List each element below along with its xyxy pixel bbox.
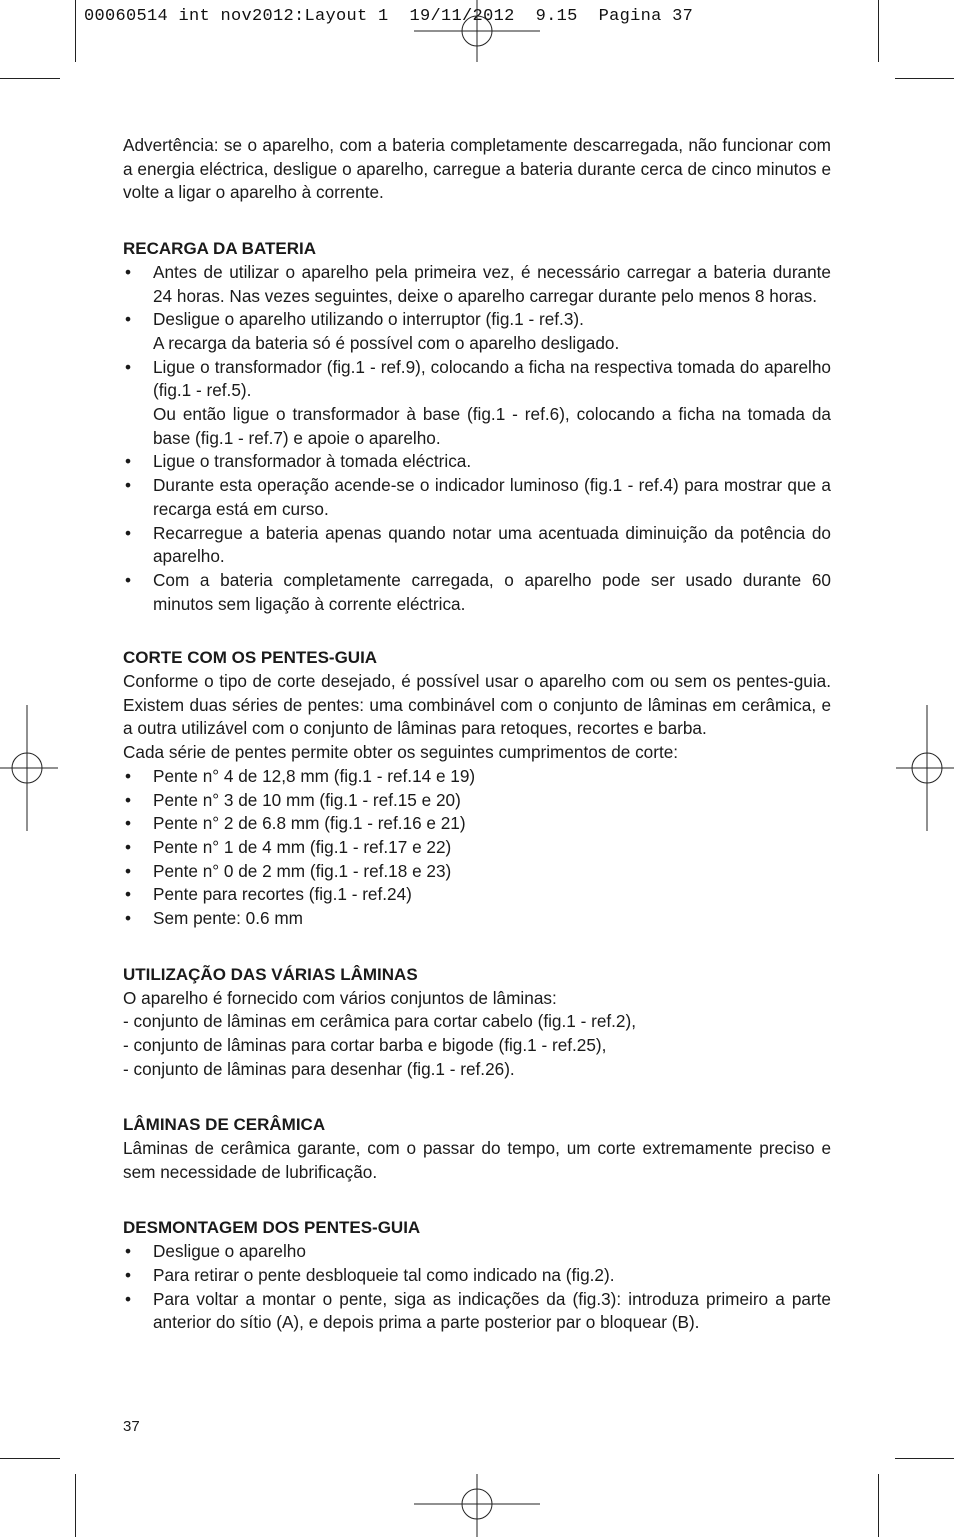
crop-mark-bottom-right-v <box>878 1474 879 1537</box>
combs-lead: Cada série de pentes permite obter os seguintes cumprimentos de corte: <box>123 742 679 763</box>
crop-mark-top-right-v <box>878 0 879 62</box>
list-item: • Ligue o transformador à tomada eléctrica. <box>123 450 831 474</box>
crop-mark-bottom-left-h <box>0 1458 60 1459</box>
list-item: - conjunto de lâminas para cortar barba e bigode (fig.1 - ref.25), <box>123 1034 607 1055</box>
list-item: • Pente n° 2 de 6.8 mm (fig.1 - ref.16 e 21) <box>123 812 831 836</box>
list-item: • Para retirar o pente desbloqueie tal como indicado na (fig.2). <box>123 1264 831 1288</box>
list-item: • Sem pente: 0.6 mm <box>123 907 831 931</box>
ceramic-paragraph: Lâminas de cerâmica garante, com o passar do tempo, um corte extremamente preciso e sem necessidade de lubrificação. <box>123 1138 831 1182</box>
crop-mark-bottom-right-h <box>895 1458 954 1459</box>
recharge-list <box>123 261 831 617</box>
registration-mark-right-icon <box>896 705 954 831</box>
list-item: • Para voltar a montar o pente, siga as indicações da (fig.3): introduza primeiro a parte anterior do sítio (A), e depois prima a parte posterior par o bloquear (B). <box>123 1288 831 1335</box>
list-item: • Pente n° 4 de 12,8 mm (fig.1 - ref.14 e 19) <box>123 765 831 789</box>
list-item: • Recarregue a bateria apenas quando notar uma acentuada diminuição da potência do aparelho. <box>123 522 831 569</box>
list-item: • Durante esta operação acende-se o indicador luminoso (fig.1 - ref.4) para mostrar que a recarga está em curso. <box>123 474 831 521</box>
list-item: • Desligue o aparelho <box>123 1240 831 1264</box>
list-item: • Pente n° 0 de 2 mm (fig.1 - ref.18 e 23) <box>123 860 831 884</box>
combs-list <box>123 765 831 931</box>
section-title-combs: CORTE COM OS PENTES-GUIA <box>123 648 378 668</box>
section-title-recharge: RECARGA DA BATERIA <box>123 239 316 259</box>
page-number: 37 <box>123 1418 140 1435</box>
blades-intro: O aparelho é fornecido com vários conjuntos de lâminas: <box>123 987 557 1008</box>
registration-mark-left-icon <box>0 705 58 831</box>
list-item: - conjunto de lâminas em cerâmica para cortar cabelo (fig.1 - ref.2), <box>123 1011 636 1032</box>
section-title-ceramic: LÂMINAS DE CERÂMICA <box>123 1115 326 1135</box>
list-item: • Com a bateria completamente carregada, o aparelho pode ser usado durante 60 minutos sem ligação à corrente eléctrica. <box>123 569 831 616</box>
crop-mark-bottom-left-v <box>75 1474 76 1537</box>
crop-mark-top-left-v <box>75 0 76 62</box>
section-title-blades: UTILIZAÇÃO DAS VÁRIAS LÂMINAS <box>123 964 418 984</box>
warning-paragraph: Advertência: se o aparelho, com a bateria completamente descarregada, não funcionar com a energia eléctrica, desligue o aparelho, carregue a bateria durante cerca de cinco minutos e volte a ligar o aparelho à corrente. <box>123 135 831 203</box>
list-item: - conjunto de lâminas para desenhar (fig.1 - ref.26). <box>123 1058 515 1079</box>
list-item: • Pente n° 3 de 10 mm (fig.1 - ref.15 e 20) <box>123 789 831 813</box>
combs-intro: Conforme o tipo de corte desejado, é possível usar o aparelho com ou sem os pentes-guia. Existem duas séries de pentes: uma combinável com o conjunto de lâminas em cerâmica, e a outra utilizável com o conjunto de lâminas para retoques, recortes e barba. <box>123 671 831 739</box>
blades-list <box>123 1010 831 1081</box>
section-title-disassembly: DESMONTAGEM DOS PENTES-GUIA <box>123 1218 421 1238</box>
list-item-note: A recarga da bateria só é possível com o aparelho desligado. <box>153 332 620 353</box>
page-content <box>123 134 831 1335</box>
disassembly-list <box>123 1240 831 1335</box>
crop-mark-top-left-h <box>0 78 60 79</box>
print-slug: 00060514 int nov2012:Layout 1 19/11/2012 9.15 Pagina 37 <box>84 7 694 26</box>
registration-mark-top-icon <box>414 0 540 62</box>
list-item: • Desligue o aparelho utilizando o interruptor (fig.1 - ref.3). A recarga da bateria só é possível com o aparelho desligado. <box>123 308 831 355</box>
list-item: • Ligue o transformador (fig.1 - ref.9), colocando a ficha na respectiva tomada do aparelho (fig.1 - ref.5). Ou então ligue o transformador à base (fig.1 - ref.6), colocando a ficha na tomada da base (fig.1 - ref.7) e apoie o aparelho. <box>123 356 831 451</box>
list-item: • Antes de utilizar o aparelho pela primeira vez, é necessário carregar a bateria durante 24 horas. Nas vezes seguintes, deixe o aparelho carregar durante pelo menos 8 horas. <box>123 261 831 308</box>
list-item-note: Ou então ligue o transformador à base (fig.1 - ref.6), colocando a ficha na tomada da base (fig.1 - ref.7) e apoie o aparelho. <box>153 404 831 448</box>
registration-mark-bottom-icon <box>414 1474 540 1537</box>
list-item: • Pente para recortes (fig.1 - ref.24) <box>123 883 831 907</box>
crop-mark-top-right-h <box>895 78 954 79</box>
list-item: • Pente n° 1 de 4 mm (fig.1 - ref.17 e 22) <box>123 836 831 860</box>
